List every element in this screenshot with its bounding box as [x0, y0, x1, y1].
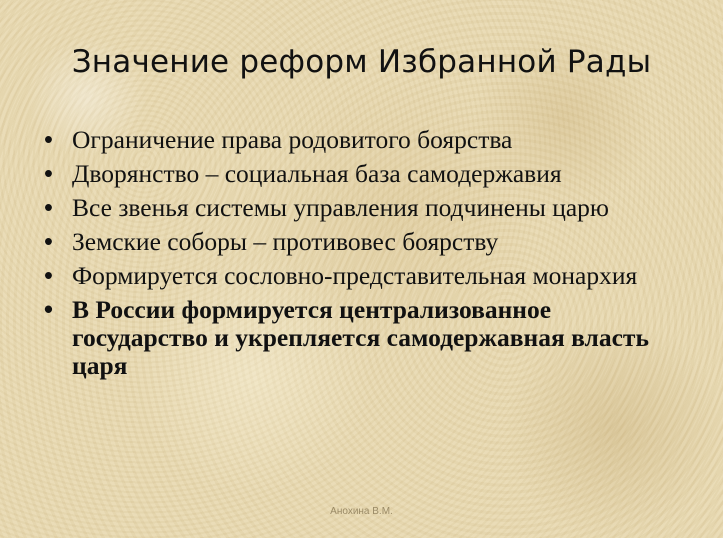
bullet-text: Формируется сословно-представительная монархия — [72, 261, 638, 290]
slide-title: Значение реформ Избранной Рады — [71, 44, 652, 80]
bullet-text: В России формируется централизованное государство и укрепляется самодержавная власть царя — [72, 295, 649, 380]
bullet-item — [40, 262, 680, 290]
bullet-text: Ограничение права родовитого боярства — [72, 125, 513, 154]
bullet-item — [40, 160, 680, 188]
bullet-dot: • — [44, 126, 53, 154]
bullet-dot: • — [44, 228, 53, 256]
bullet-text: Земские соборы – противовес боярству — [72, 227, 499, 256]
bullet-item — [40, 126, 680, 154]
bullet-text: Дворянство – социальная база самодержавия — [72, 159, 562, 188]
slide-footer-author: Анохина В.М. — [330, 506, 393, 517]
bullet-item-conclusion — [40, 296, 680, 380]
bullet-text: Все звенья системы управления подчинены царю — [72, 193, 609, 222]
bullet-item — [40, 228, 680, 256]
bullet-dot: • — [44, 296, 53, 324]
bullet-dot: • — [44, 160, 53, 188]
bullet-dot: • — [44, 262, 53, 290]
bullet-list — [40, 126, 680, 386]
bullet-dot: • — [44, 194, 53, 222]
bullet-item — [40, 194, 680, 222]
